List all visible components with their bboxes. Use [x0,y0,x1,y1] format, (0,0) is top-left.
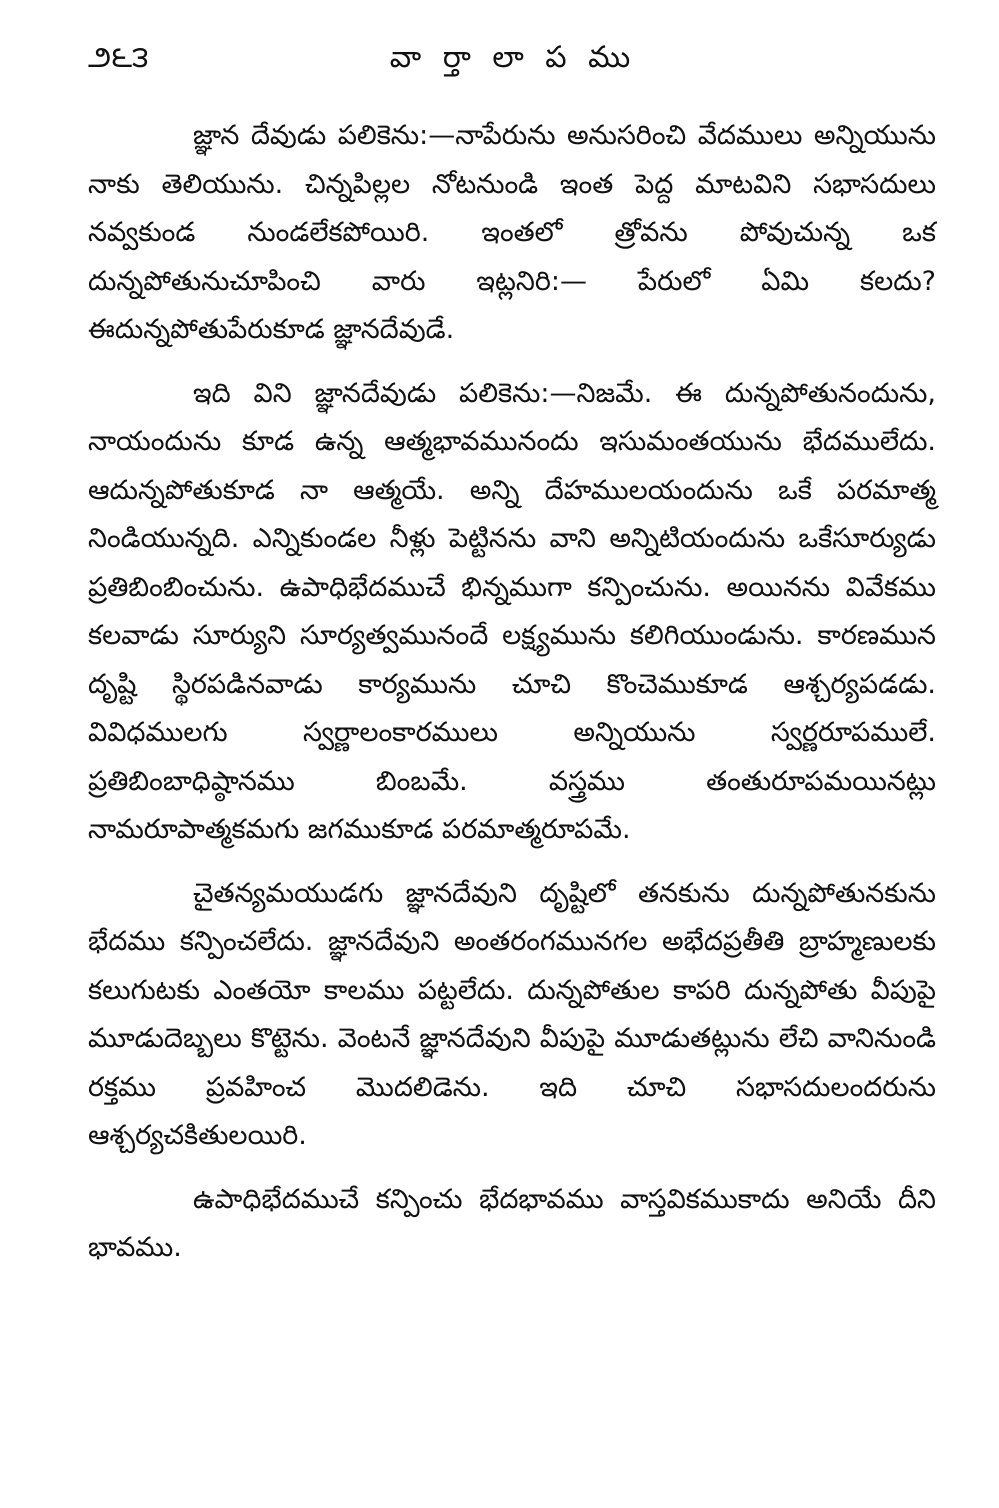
body-text [88,112,936,1273]
paragraph-4: ఉపాధిభేదముచే కన్పించు భేదభావము వాస్తవికముకాదు అనియే దీని భావము. [88,1183,936,1263]
paragraph-2: ఇది విని జ్ఞానదేవుడు పలికెను:—నిజమే. ఈ దున్నపోతునందును, నాయందును కూడ ఉన్న ఆత్మభావమునందు ఇసుమంతయును భేదములేదు. ఆదున్నపోతుకూడ నా ఆత్మయే. అన్ని దేహములయందును ఒకే పరమాత్మ నిండియున్నది. ఎన్నికుండల నీళ్లు పెట్టినను వాని అన్నిటియందును ఒకేసూర్యుడు ప్రతిబింబించును. ఉపాధిభేదముచే భిన్నముగా కన్పించును. అయినను వివేకము కలవాడు సూర్యుని సూర్యత్వమునందే లక్ష్యమును కలిగియుండును. కారణమున దృష్టి స్థిరపడినవాడు కార్యమును చూచి కొంచెముకూడ ఆశ్చర్యపడడు. వివిధములగు స్వర్ణాలంకారములు అన్నియును స్వర్ణరూపములే. ప్రతిబింబాధిష్ఠానము బింబమే. వస్త్రము తంతురూపమయినట్లు నామరూపాత్మకమగు జగముకూడ పరమాత్మరూపమే. [88,377,936,845]
page-number: ౨౬౩ [88,40,149,75]
running-head [88,38,938,82]
book-title: వా ర్తా లా ప ము [389,40,637,75]
paragraph-3: చైతన్యమయుడగు జ్ఞానదేవుని దృష్టిలో తనకును దున్నపోతునకును భేదము కన్పించలేదు. జ్ఞానదేవుని అంతరంగమునగల అభేదప్రతీతి బ్రాహ్మణులకు కలుగుటకు ఎంతయో కాలము పట్టలేదు. దున్నపోతుల కాపరి దున్నపోతు వీపుపై మూడుదెబ్బలు కొట్టెను. వెంటనే జ్ఞానదేవుని వీపుపై మూడుతట్లును లేచి వానినుండి రక్తము ప్రవహించ మొదలిడెను. ఇది చూచి సభాసదులందరును ఆశ్చర్యచకితులయిరి. [88,877,936,1151]
paragraph-1: జ్ఞాన దేవుడు పలికెను:—నాపేరును అనుసరించి వేదములు అన్నియును నాకు తెలియును. చిన్నపిల్లల నోటనుండి ఇంత పెద్ద మాటవిని సభాసదులు నవ్వకుండ నుండలేకపోయిరి. ఇంతలో త్రోవను పోవుచున్న ఒక దున్నపోతునుచూపించి వారు ఇట్లనిరి:— పేరులో ఏమి కలదు? ఈదున్నపోతుపేరుకూడ జ్ఞానదేవుడే. [88,120,936,345]
